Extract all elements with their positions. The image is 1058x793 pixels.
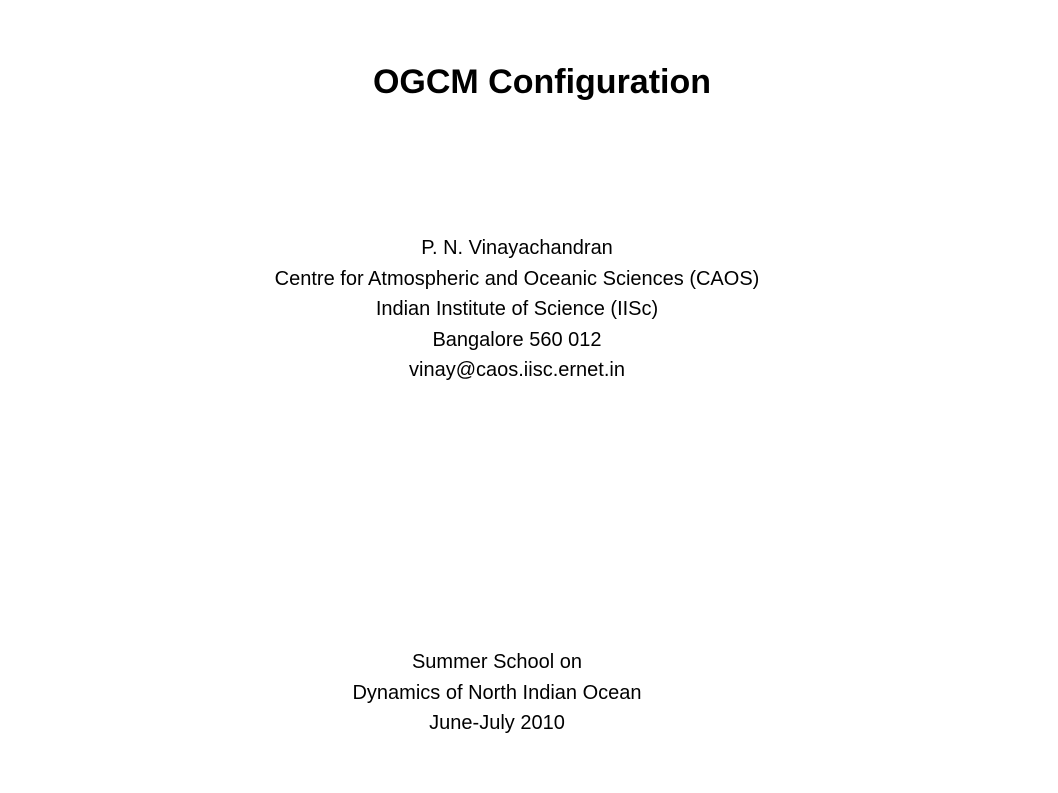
event-block bbox=[0, 647, 994, 739]
event-date: June-July 2010 bbox=[429, 712, 565, 734]
author-city: Bangalore 560 012 bbox=[432, 328, 602, 351]
slide-title: OGCM Configuration bbox=[372, 63, 712, 101]
author-name: P. N. Vinayachandran bbox=[421, 237, 613, 259]
author-email: vinay@caos.iisc.ernet.in bbox=[409, 359, 625, 381]
author-affiliation: Centre for Atmospheric and Oceanic Sciences (CAOS) bbox=[274, 267, 760, 290]
event-line-2: Dynamics of North Indian Ocean bbox=[352, 681, 642, 704]
event-line-1: Summer School on bbox=[411, 651, 583, 673]
author-block bbox=[0, 233, 1034, 386]
author-institute: Indian Institute of Science (IISc) bbox=[375, 298, 659, 320]
